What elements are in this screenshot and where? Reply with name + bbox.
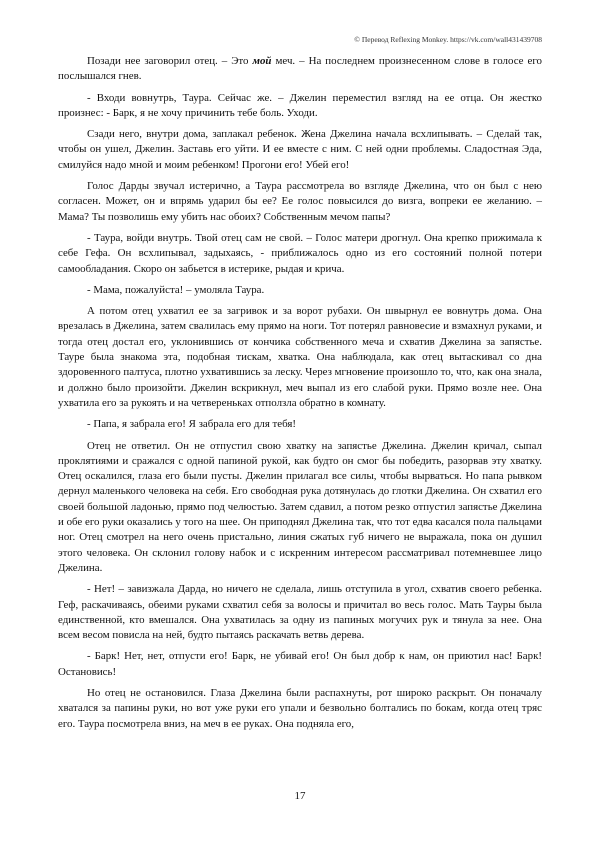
- page-number: 17: [294, 790, 306, 802]
- paragraph-2: - Входи вовнутрь, Таура. Сейчас же. – Джелин переместил взгляд на ее отца. Он жестко произнес: - Барк, я не хочу причинить тебе боль. Уходи.: [58, 91, 542, 119]
- translator-credit: © Перевод Reflexing Monkey. https://vk.com/wall431439708: [354, 35, 542, 44]
- paragraph-8: - Папа, я забрала его! Я забрала его для тебя!: [87, 418, 297, 431]
- paragraph-3: Сзади него, внутри дома, заплакал ребенок. Жена Джелина начала всхлипывать. – Сделай так, чтобы он ушел, Джелин. Заставь его уйти. И ее вместе с ним. С ней одни проблемы. Сладостная Эда, смилуйся надо мной и моим ребенком! Прогони его! Убей его!: [58, 128, 542, 171]
- paragraph-10: - Нет! – завизжала Дарда, но ничего не сделала, лишь отступила в угол, схватив своего ребенка. Геф, раскачиваясь, обеими руками схватил себя за волосы и причитал во весь голос. Мать Тауры была единственной, кто вмешался. Она ухватилась за одну из папиных могучих рук и тянула за нее. Она всем весом повисла на ней, будто пытаясь раскачать ветвь дерева.: [58, 583, 542, 642]
- paragraph-7: А потом отец ухватил ее за загривок и за ворот рубахи. Он швырнул ее вовнутрь дома. Она врезалась в Джелина, затем свалилась ему прямо на ноги. Тот потерял равновесие и взмахнул руками, и тогда отец достал его, уклонившись от кончика собственного меча и схватив Джелина за запястье. Тауре была знакома эта, подобная тискам, хватка. Она наблюдала, как отец вытаскивал со дна здоровенного палтуса, плотно ухватившись за леску. Через мгновение произошло то, что, как она знала, и должно было произойти. Джелин вскрикнул, меч выпал из его слабой руки. Прямо возле нее. Она ухватила его за рукоять и на четвереньках отползла обратно в комнату.: [58, 305, 542, 409]
- paragraph-12: Но отец не остановился. Глаза Джелина были распахнуты, рот широко раскрыт. Он поначалу хватался за папины руки, но вот уже руки его упали и безвольно болтались по бокам, когда отец тряс его. Таура посмотрела вниз, на меч в ее руках. Она подняла его,: [58, 686, 542, 730]
- paragraph-1: [58, 54, 542, 85]
- paragraph-5: - Таура, войди внутрь. Твой отец сам не свой. – Голос матери дрогнул. Она крепко прижимала к себе Гефа. Он всхлипывал, задыхаясь, - приближалось одно из его состояний полной потери самообладания. Скоро он забьется в истерике, рыдая и крича.: [58, 231, 542, 275]
- paragraph-1-tail: меч. – На последнем произнесенном слове в голосе его послышался гнев.: [58, 55, 542, 83]
- paragraph-6: - Мама, пожалуйста! – умоляла Таура.: [87, 283, 265, 296]
- paragraph-4: Голос Дарды звучал истерично, а Таура рассмотрела во взгляде Джелина, что он был с нею согласен. Может, он и впрямь ударил бы ее? Ее голос повысился до визга, вопреки ее желанию. – Мама? Ты позволишь ему убить нас обоих? Собственным мечом папы?: [58, 180, 542, 223]
- paragraph-9: Отец не ответил. Он не отпустил свою хватку на запястье Джелина. Джелин кричал, сыпал проклятиями и сражался с одной папиной рукой, как будто он смог бы победить, разорвав эту хватку. Отец оскалился, глаза его были пусты. Джелин прилагал все силы, чтобы вырваться. Но папа рывком дернул маленького человека на себя. Его свободная рука дотянулась до глотки Джелина. Он схватил его своей большой ладонью, прямо под челюстью. Затем сдавил, а потом резко отпустил запястье Джелина и обе его руки оказались у того на шее. Он приподнял Джелина так, что тот едва касался пола пальцами ног. Отец смотрел на него очень пристально, линия сжатых губ ничего не выражала, пока он душил этого человека. Он склонил голову набок и с искренним интересом рассматривал потемневшее лицо Джелина.: [58, 439, 542, 574]
- paragraph-11: - Барк! Нет, нет, отпусти его! Барк, не убивай его! Он был добр к нам, он приютил нас! Барк! Остановись!: [58, 650, 542, 678]
- paragraph-1-lead: Позади нее заговорил отец. – Это: [87, 55, 249, 67]
- emphasis-word: мой: [252, 55, 272, 67]
- page-body: [58, 54, 542, 738]
